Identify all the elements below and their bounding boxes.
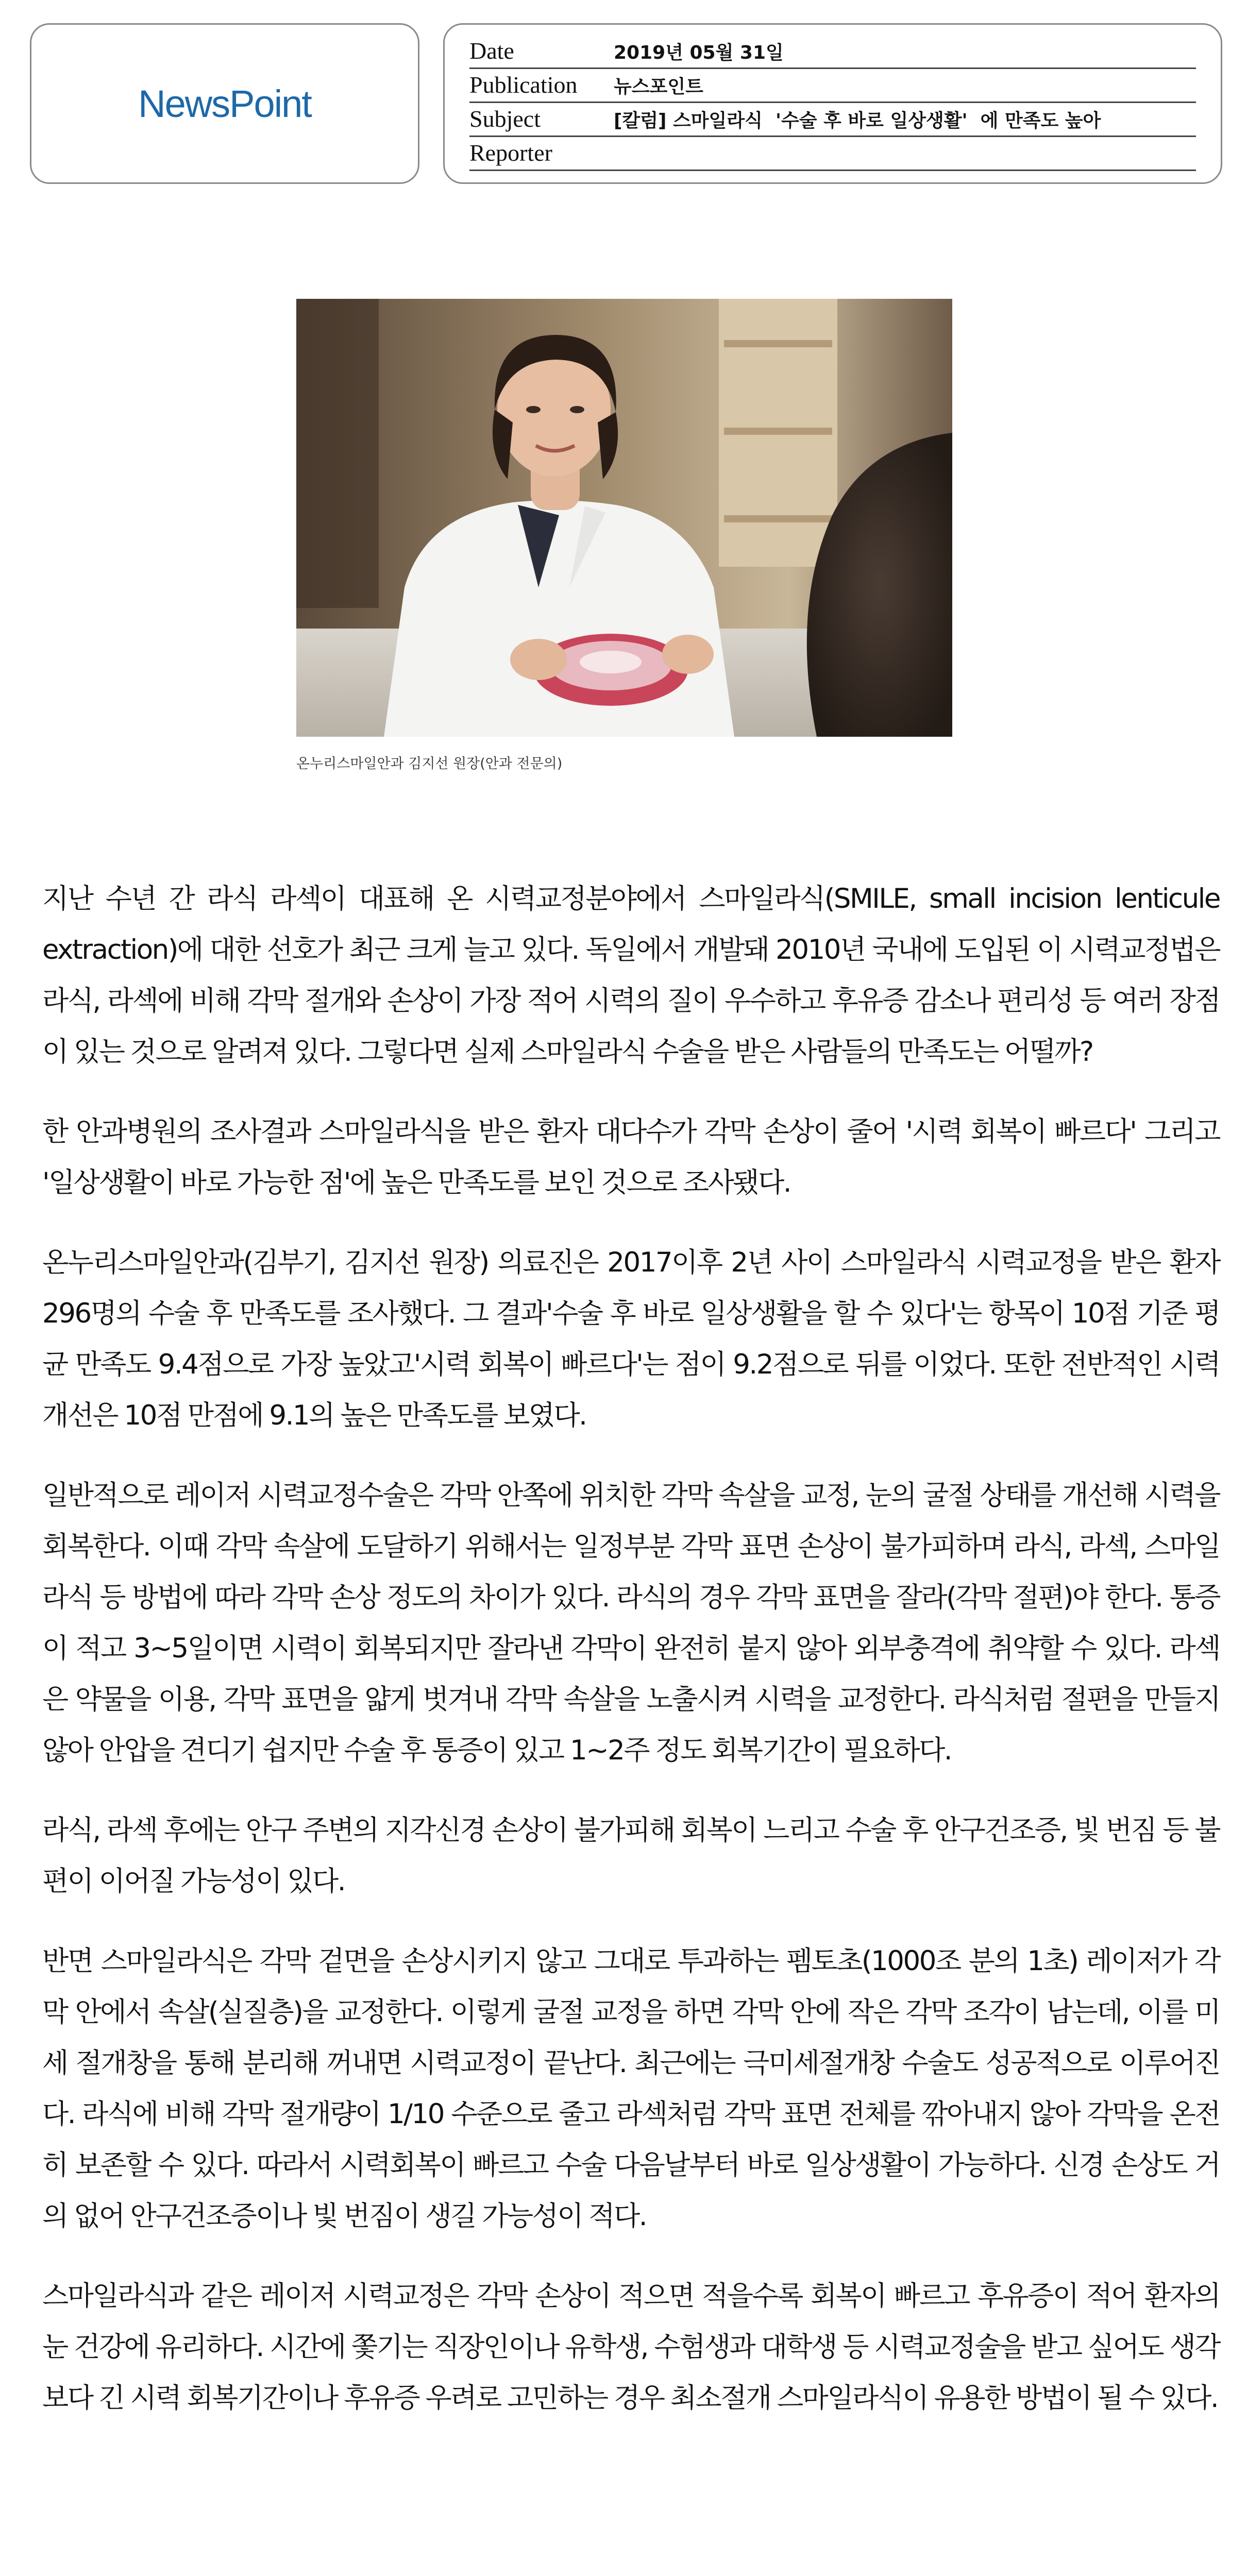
article-paragraph: 한 안과병원의 조사결과 스마일라식을 받은 환자 대다수가 각막 손상이 줄어 '시력 회복이 빠르다' 그리고 '일상생활이 바로 가능한 점'에 높은 만족도를 보인 것으로 조사됐다. bbox=[42, 1116, 1220, 1198]
reporter-label: Reporter bbox=[469, 140, 552, 166]
publication-label: Publication bbox=[469, 72, 578, 98]
article-paragraph: 일반적으로 레이저 시력교정수술은 각막 안쪽에 위치한 각막 속살을 교정, 눈의 굴절 상태를 개선해 시력을 회복한다. 이때 각막 속살에 도달하기 위해서는 일정부분 각막 표면 손상이 불가피하며 라식, 라섹, 스마일라식 등 방법에 따라 각막 손상 정도의 차이가 있다. 라식의 경우 각막 표면을 잘라(각막 절편)야 한다. 통증이 적고 3~5일이면 시력이 회복되지만 잘라낸 각막이 완전히 붙지 않아 외부충격에 취약할 수 있다. 라섹은 약물을 이용, 각막 표면을 얇게 벗겨내 각막 속살을 노출시켜 시력을 교정한다. 라식처럼 절편을 만들지 않아 안압을 견디기 쉽지만 수술 후 통증이 있고 1~2주 정도 회복기간이 필요하다. bbox=[42, 1480, 1220, 1766]
date-value: 2019년 05월 31일 bbox=[614, 42, 784, 63]
article-body bbox=[42, 873, 1220, 2452]
reporter-row bbox=[469, 137, 1196, 171]
publication-value: 뉴스포인트 bbox=[614, 76, 703, 97]
date-label: Date bbox=[469, 38, 514, 64]
subject-row bbox=[469, 103, 1196, 137]
article-paragraph: 라식, 라섹 후에는 안구 주변의 지각신경 손상이 불가피해 회복이 느리고 수술 후 안구건조증, 빛 번짐 등 불편이 이어질 가능성이 있다. bbox=[42, 1815, 1220, 1897]
metadata-box bbox=[443, 23, 1222, 184]
article-paragraph: 온누리스마일안과(김부기, 김지선 원장) 의료진은 2017이후 2년 사이 스마일라식 시력교정을 받은 환자 296명의 수술 후 만족도를 조사했다. 그 결과'수술 후 바로 일상생활을 할 수 있다'는 항목이 10점 기준 평균 만족도 9.4점으로 가장 높았고'시력 회복이 빠르다'는 점이 9.2점으로 뒤를 이었다. 또한 전반적인 시력 개선은 10점 만점에 9.1의 높은 만족도를 보였다. bbox=[42, 1247, 1220, 1431]
article-paragraph: 스마일라식과 같은 레이저 시력교정은 각막 손상이 적으면 적을수록 회복이 빠르고 후유증이 적어 환자의 눈 건강에 유리하다. 시간에 쫓기는 직장인이나 유학생, 수험생과 대학생 등 시력교정술을 받고 싶어도 생각보다 긴 시력 회복기간이나 후유증 우려로 고민하는 경우 최소절개 스마일라식이 유용한 방법이 될 수 있다. bbox=[42, 2280, 1220, 2414]
newspoint-logo: NewsPoint bbox=[138, 82, 311, 125]
article-paragraph: 반면 스마일라식은 각막 겉면을 손상시키지 않고 그대로 투과하는 펨토초(1000조 분의 1초) 레이저가 각막 안에서 속살(실질층)을 교정한다. 이렇게 굴절 교정을 하면 각막 안에 작은 각막 조각이 남는데, 이를 미세 절개창을 통해 분리해 꺼내면 시력교정이 끝난다. 최근에는 극미세절개창 수술도 성공적으로 이루어진다. 라식에 비해 각막 절개량이 1/10 수준으로 줄고 라섹처럼 각막 표면 전체를 깎아내지 않아 각막을 온전히 보존할 수 있다. 따라서 시력회복이 빠르고 수술 다음날부터 바로 일상생활이 가능하다. 신경 손상도 거의 없어 안구건조증이나 빛 번짐이 생길 가능성이 적다. bbox=[42, 1945, 1220, 2232]
logo-box bbox=[30, 23, 419, 184]
photo-caption: 온누리스마일안과 김지선 원장(안과 전문의) bbox=[296, 756, 563, 772]
date-row bbox=[469, 35, 1196, 69]
publication-row bbox=[469, 69, 1196, 103]
article-paragraph: 지난 수년 간 라식 라섹이 대표해 온 시력교정분야에서 스마일라식(SMILE, small incision lenticule extraction)에 대한 선호가 최근 크게 늘고 있다. 독일에서 개발돼 2010년 국내에 도입된 이 시력교정법은 라식, 라섹에 비해 각막 절개와 손상이 가장 적어 시력의 질이 우수하고 후유증 감소나 편리성 등 여러 장점이 있는 것으로 알려져 있다. 그렇다면 실제 스마일라식 수술을 받은 사람들의 만족도는 어떨까? bbox=[42, 883, 1220, 1067]
subject-value: [칼럼] 스마일라식 '수술 후 바로 일상생활' 에 만족도 높아 bbox=[614, 110, 1101, 131]
subject-label: Subject bbox=[469, 106, 541, 132]
doctor-photo bbox=[296, 299, 952, 737]
